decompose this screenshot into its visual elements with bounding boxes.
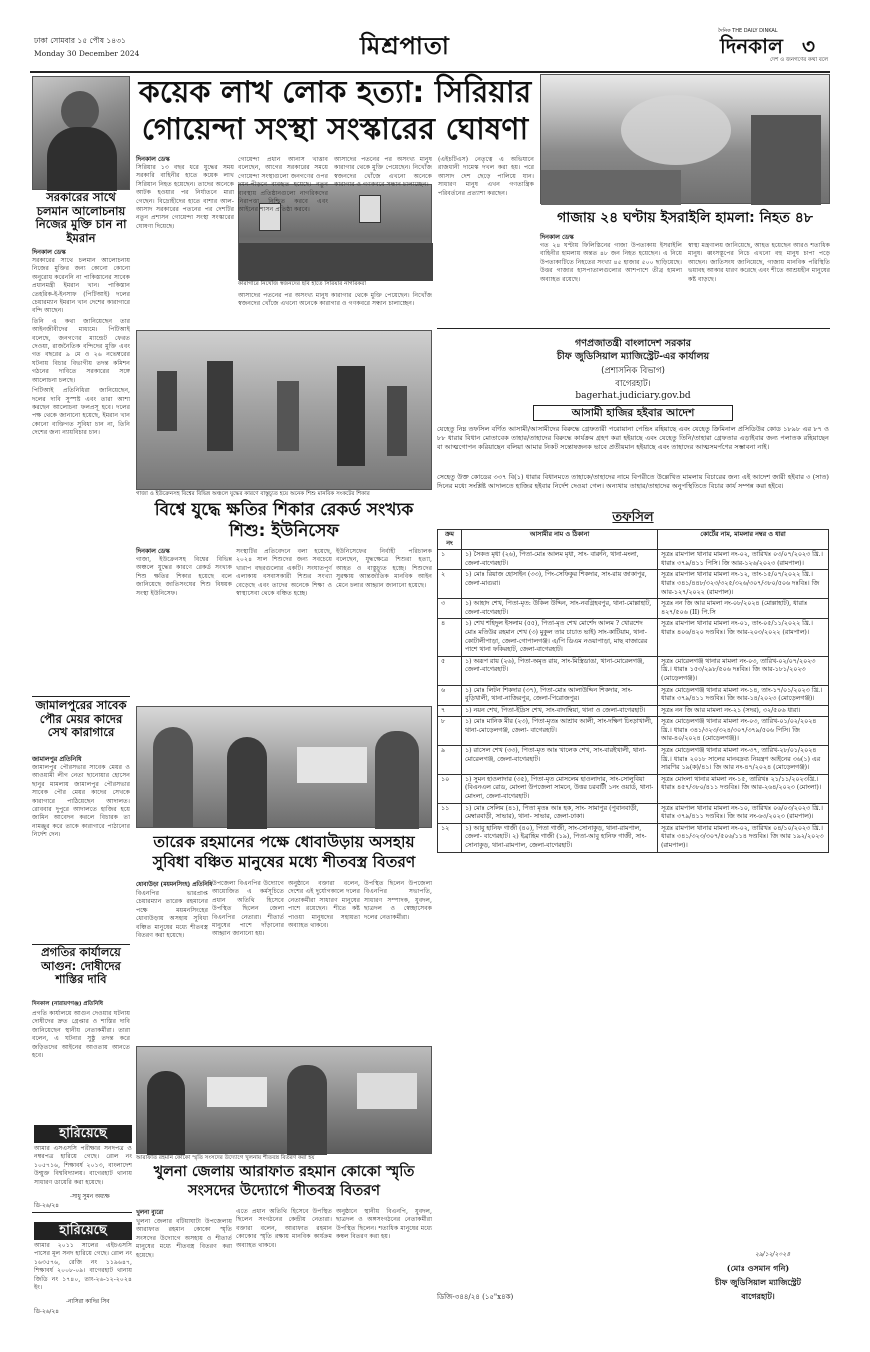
row-accused: ১) মোঃ রিয়াজ হোসাইন (৩৩), পিং-সেফিকুর শিকদার, সাং-রায় জাকাপুর, জেলা-মাগুরা। <box>462 570 658 599</box>
row-case: সূত্রঃ মোরেলগঞ্জ থানার মামলা নং-০৩, তারিখ-০২/০৭/২০২৩ খ্রি.। ধারাঃ ১৫৩/২৯৮/৫০৬ দঃবিঃ। জি আর-১৮১/২০২৩ (মোড়েলগঞ্জ)। <box>658 656 829 685</box>
khulna-col-2: এতে প্রধান অতিথি হিসেবে উপস্থিত ছিলেন সংগঠনের কেন্দ্রীয় নেতারা। বক্তারা বলেন, আরাফাত রহমান কোকোর স্মৃতি রক্ষায় মানবিক কার্যক্রম অব্যাহত থাকবে। <box>236 1208 332 1249</box>
khulna-col-1: খুলনা জেলার বটিয়াঘাটা উপজেলায় আরাফাত রহমান কোকো স্মৃতি সংসদের উদ্যোগে অসহায় ও শীতার্ত মানুষের মধ্যে শীতবস্ত্র বিতরণ করা হয়েছে। <box>136 1218 232 1259</box>
tarek-byline: ধোবাউড়া (ময়মনসিংহ) প্রতিনিধি <box>136 882 213 888</box>
jamalpur-byline: জামালপুর প্রতিনিধি <box>32 756 82 763</box>
row-serial: ১০ <box>438 774 462 803</box>
row-case: সূত্রঃ রামপাল থানার মামলা নং-০২, তারিখঃ ০৪/১০/২০২৩ খ্রি.। ধারাঃ ৩৪১/৩২৩/৩০৭/৫০৬/১১৪ দণ্ডবিঃ। জি আর ১৯২/২০২৩ (রামপাল)। <box>658 823 829 852</box>
row-accused: ১) শেখ শহিদুল ইসলাম (৫৫), পিতা-মৃত শেখ মোর্শেদ আলম ? খোরশেদ মোঃ মতিউর রহমান শেখ (৩) মুকুল তার চাচাত ভাই) সাং-কাটিয়াম, থানা-কোটালীপাড়া, জেলা-গোপালগঞ্জ। এ/পি ডিএম নওয়াপাড়া, মাছ বাজারের পাশে থানা ফকিরহাট, জেলা-বাগেরহাট। <box>462 619 658 656</box>
page-number: ৩ <box>802 34 816 58</box>
notice-table-body <box>438 550 829 852</box>
notice-table-row <box>438 774 829 803</box>
row-accused: ১) নয়ন শেখ, পিতা-ইদ্রিস শেখ, সাং-বাদাম্বিয়া, থানা ও জেলা-বাগেরহাট। <box>462 705 658 717</box>
gaza-byline: দিনকাল ডেস্ক <box>540 234 574 241</box>
syria-caption: কারাগারে নিখোঁজ স্বজনদের ছবি হাতে সিরিয়ার নাগরিকরা <box>238 281 367 287</box>
tarek-col-1: বিএনপির ভারপ্রাপ্ত চেয়ারম্যান তারেক রহমানের পক্ষে ময়মনসিংহের ধোবাউড়ায় অসহায় সুবিধা বঞ্চিত মানুষের মধ্যে শীতবস্ত্র বিতরণ করা হয়েছে। <box>136 890 208 940</box>
imran-photo <box>32 76 130 190</box>
row-serial: ৪ <box>438 619 462 656</box>
notice-place: বাগেরহাট। <box>615 379 651 389</box>
khulna-caption: আরাফাত রহমান কোকো স্মৃতি সংসদের উদ্যোগে খুলনায় শীতবস্ত্র বিতরণ করা হয় <box>136 1155 315 1161</box>
imran-headline: সরকারের সাথে চলমান আলোচনায় নিজের মুক্তি চান না ইমরান <box>35 190 127 245</box>
row-accused: ১) আহাদ শেখ, পিতা-মৃত: উকিল উদ্দিন, সাং-নবগ্রিহবপুর, থানা-মোল্লাহাট, জেলা-বাগেরহাট। <box>462 599 658 619</box>
jamalpur-rule <box>32 696 130 697</box>
jamalpur-body: জামালপুর পৌরসভার সাবেক মেয়র ও আওয়ামী লীগ নেতা ছানোয়ার হোসেন ছানুর মামলায় জামালপুর পৌরসভার সাবেক পৌর মেয়র কাদের সেখকে কারাগারে পাঠিয়েছেন আদালত। রোববার দুপুরে আদালতে হাজির হয়ে জামিন আবেদন করলে বিচারক তা নামঞ্জুর করে তাকে কারাগারে পাঠানোর নির্দেশ দেন। <box>32 764 130 839</box>
imran-para-2: তিনি এ কথা জানিয়েছেন তার আইনজীবীদের মাধ্যমে। পিটিআই বলেছে, জনগণের ম্যান্ডেট ফেরত দেওয়া, রাজনৈতিক বন্দিদের মুক্তি এবং গত বছরের ৯ মে ও ২৬ নভেম্বরের ঘটনায় বিচার বিভাগীয় তদন্ত কমিশন গঠনের দাবিতে সরকারের সঙ্গে আলোচনা চলছে। <box>32 317 130 384</box>
notice-para-1: যেহেতু নিম্ন তফসিল বর্ণিত আসামী/আসামীদের বিরুদ্ধে গ্রেফতারী পরোয়ানা পেন্ডিং রহিয়াছে এবং যেহেতু ক্রিমিনাল প্রসিডিউর কোড ১৮৯৮ এর ৮৭ ও ৮৮ ধারার বিধান মোতাবেক তাহার/তাহাদের বিরুদ্ধে কার্যক্রম গ্রহণ করা হইয়াছে এবং যেহেতু তিনি/তাহারা গ্রেফতার এড়াইবার জন্য পলাতক রহিয়াছেন বা আত্মগোপন করিয়াছেন বলিয়া আমার নিকট সন্তোষজনক ভাবে প্রতীয়মান হইয়াছে এবং তাহাদের আত্মসমর্পণের সম্ভাবনা নাই। <box>437 425 829 451</box>
row-case: সূত্রঃ মোড়েলগঞ্জ থানার মামলা নং-০৩, তারিখ-০১/০২/২০২৪ খ্রি.। ধারাঃ ৩৪১/৩২৩/৩২৪/৩০৭/৩৭৯/৫০৬ পিসি। জি আর-৪০/২০২৪ (মোড়েলগঞ্জ)। <box>658 717 829 746</box>
unicef-headline: বিশ্বে যুদ্ধে ক্ষতির শিকার রেকর্ড সংখ্যক শিশু: ইউনিসেফ <box>154 500 414 541</box>
row-case: সূত্রঃ মোড়েলগঞ্জ থানার মামলা নং-৩৭, তারিখ-২৮/০১/২০২৪ খ্রি.। ধারাঃ ২০১৮ সালের মানবদ্রব্য নিয়ন্ত্রণ আইনের ৩৬(১) এর সারণির ১৯(ক)/৪১। জি আর নং-৪৭/২০২৪ (মোড়েলগঞ্জ)। <box>658 746 829 775</box>
date-bn: ঢাকা সোমবার ১৫ পৌষ ১৪৩১ <box>34 36 126 45</box>
tarek-photo <box>136 706 432 828</box>
row-case: সূত্রঃ নন জি আর মামলা নং-০৮/২০২৪ (মোল্লাহাট), ধারাঃ ৪২৭/৫০৬ (II) পি.সি <box>658 599 829 619</box>
pragati-byline: দিনকাল (নারায়ণগঞ্জ) প্রতিনিধি <box>32 1001 104 1007</box>
row-case: সূত্রঃ রামপাল থানার মামলা নং-০২, তারিখঃ ০৩/০৭/২০২৩ খ্রি.। ধারাঃ ৩৭৯/৪১১ পিসি। জি আর-১২৬/২০২৩ (রামপাল)। <box>658 550 829 570</box>
brand-logo: দিনকাল <box>720 34 783 58</box>
notice-table <box>437 529 829 853</box>
khulna-byline: খুলনা ব্যুরো <box>136 1210 164 1216</box>
notice-table-header <box>438 530 829 550</box>
section-title: মিশ্রপাতা <box>360 32 450 60</box>
lost-divider <box>32 1212 132 1213</box>
notice-table-row <box>438 717 829 746</box>
notice-para-2: সেহেতু উক্ত কোডের ৩৩৭ বি(১) ধারার বিধানমতে তাহাকে/তাহাদের নামে বিপরীতে উল্লেখিত মামলায় বিচারের জন্য এই আদেশ জারী হইবার ৩ (সাত) দিনের মধ্যে সংশ্লিষ্ট আদালতে হাজির হইবার নির্দেশ দেওয়া গেল। অন্যথায় তাহার/তাহাদের অনুপস্থিতিতে বিচার কার্য সম্পন্ন করা হইবে। <box>437 473 829 490</box>
unicef-photo <box>136 330 432 490</box>
masthead <box>30 30 830 70</box>
notice-table-row <box>438 656 829 685</box>
notice-gov: গণপ্রজাতন্ত্রী বাংলাদেশ সরকার <box>575 338 691 349</box>
masthead-rule <box>30 71 830 73</box>
row-serial: ৮ <box>438 717 462 746</box>
tarek-col-2: উপজেলা বিএনপির উদ্যোগে আয়োজিত এ কর্মসূচিতে প্রধান অতিথি হিসেবে উপস্থিত ছিলেন জেলা বিএনপির নেতারা। শীতার্ত মানুষের পাশে দাঁড়ানোর আহ্বান জানানো হয়। <box>212 880 284 938</box>
notice-table-row <box>438 570 829 599</box>
row-accused: ১) আবু হানিফ গাজী (৪০), পিতা গাজী, সাং-সোনাকুড়, থানা-রামপাল, জেলা- বাগেরহাট। ২) ইব্রাহিম গাজী (১৯), পিতা-আবু হানিফ গাজী, সাং-সোনাকুড়, থানা-রামপাল, জেলা-বাগেরহাট। <box>462 823 658 852</box>
tarek-col-3: অনুষ্ঠানে বক্তারা বলেন, দেশের এই দুর্যোগকালে দলের নেতাকর্মীরা সাধারণ মানুষের পাশে রয়েছেন। শীতে কষ্ট পাওয়া মানুষদের সহায়তা অব্যাহত থাকবে। <box>288 880 360 930</box>
row-serial: ৯ <box>438 746 462 775</box>
row-accused: ১) সুমন হাওলাদার (৩৫), পিতা-মৃত মোসলেম হাওলাদার, সাং-সোলুবিয়া (বিএনএল রোড, মোংলা উপজেলা সামনে, উত্তর চরবার্টী ১নং ওয়ার্ড, থানা-মোংলা, জেলা-বাগেরহাট। <box>462 774 658 803</box>
syria-byline: দিনকাল ডেস্ক <box>136 156 170 163</box>
row-case: সূত্রঃ মোংলা থানার মামলা নং-১৫, তারিখঃ ২১/১১/২০২৩খ্রি.। ধারাঃ ৪৫৭/৩৮০/৪১১ দণ্ডবিঃ। জি আর-২৬৪/২০২৩ (মোংলা)। <box>658 774 829 803</box>
imran-byline: দিনকাল ডেস্ক <box>32 249 66 256</box>
lost-2-body: আমার ২০১১ সালের এইচএসসি পাসের মূল সনদ হারিয়ে গেছে। রোল নং ১৬৩৫৭৬, রেজি নং ১১৯৬৪৭, শিক্ষাবর্ষ ২০০৮-০৯। বাগেরহাট থানায় জিডি নং ১৭৪০, তাং-২৬-১২-২০২৪ ইং। <box>34 1242 132 1292</box>
syria-col-4: (এইচটিএস) নেতৃত্বে এ অভিযানে রাজধানী দামেস্ক দখল করা হয়। পরে আসাদ দেশ ছেড়ে পালিয়ে যান। সাধারণ মানুষ এখন গণতান্ত্রিক পরিবর্তনের প্রত্যাশা করছেন। <box>438 156 534 197</box>
imran-body <box>32 257 130 607</box>
row-accused: ১) অরূপ রায় (২৬), পিতা-অমৃত রায়, সাং-মিস্ত্রিডাঙা, থানা-মোরেলগঞ্জ, জেলা-বাগেরহাট। <box>462 656 658 685</box>
khulna-photo <box>136 1046 432 1154</box>
row-serial: ২ <box>438 570 462 599</box>
row-serial: ১ <box>438 550 462 570</box>
lost-2-sign: -নাসিরা কাদির সিব <box>66 1299 110 1305</box>
lost-1-body: আমার এসএসসি পরীক্ষার সনদপত্র ও নম্বরপত্র হারিয়ে গেছে। রোল নং ১০৫৭১৬, শিক্ষাবর্ষ ২০১৩, বাংলাদেশ উন্মুক্ত বিশ্ববিদ্যালয়। বাগেরহাট থানায় সাধারণ ডায়েরি করা হয়েছে। <box>34 1145 132 1186</box>
notice-table-row <box>438 746 829 775</box>
row-accused: ১) মোঃ সেলিম (৪১), পিতা মৃতঃ আঃ হক, সাং- সামাপুর (পুবানবাড়ী, মেম্বারবাড়ী, সাভার), থানা- সাভার, জেলা-ঢাকা। <box>462 803 658 823</box>
lost-2-title: হারিয়েছে <box>34 1222 132 1240</box>
brand-tagline: দেশ ও জনগণের কথা বলে <box>770 57 829 63</box>
row-serial: ৫ <box>438 656 462 685</box>
row-accused: ১) মোঃ মানিক মীর (২৩), পিতা-মৃতঃ আশ্রাব আলী, সাং-দক্ষিণ চিংড়াখালী, থানা-মোড়েলগঞ্জ, জেলা- বাগেরহাট। <box>462 717 658 746</box>
unicef-byline: দিনকাল ডেস্ক <box>136 548 170 555</box>
jamalpur-headline: জামালপুরের সাবেক পৌর মেয়র কাদের সেখ কারাগারে <box>35 698 127 739</box>
gaza-col-2: স্বাস্থ্য মন্ত্রণালয় জানিয়েছে, আহত হয়েছেন আরও শতাধিক মানুষ। ধ্বংসস্তূপের নিচে এখনো বহু মানুষ চাপা পড়ে আছেন। জাতিসংঘ জানিয়েছে, গাজায় মানবিক পরিস্থিতি ভয়াবহ আকার ধারণ করেছে এবং শীতে আশ্রয়হীন মানুষের কষ্ট বাড়ছে। <box>688 242 830 283</box>
lost-1-sign: -সাধু সুমন অধ্যক্ষ <box>70 1194 110 1200</box>
gaza-col-1: গত ২৪ ঘণ্টায় ফিলিস্তিনের গাজা উপত্যকায় ইসরাইলি বাহিনীর হামলায় অন্তত ৪৮ জন নিহত হয়েছেন। এ নিয়ে উপত্যকাটিতে নিহতের সংখ্যা ৪৫ হাজার ৫০০ ছাড়িয়েছে। উত্তর গাজার হাসপাতালগুলোর আশপাশে তীব্র হামলা অব্যাহত রয়েছে। <box>540 242 682 283</box>
row-serial: ৭ <box>438 705 462 717</box>
row-serial: ১২ <box>438 823 462 852</box>
syria-col-2b: আসাদের পতনের পর অসংখ্য মানুষ কারাগার থেকে মুক্তি পেয়েছেন। নিখোঁজ স্বজনদের খোঁজে এখনো অনেকে কারাগার ও গণকবরে সন্ধান চালাচ্ছেন। <box>238 292 432 308</box>
notice-dept: (প্রশাসনিক বিভাগ) <box>601 366 665 376</box>
col-accused-header: আসামীর নাম ও ঠিকানা <box>462 530 658 550</box>
khulna-col-3: অনুষ্ঠানে স্থানীয় বিএনপি, যুবদল, ছাত্রদল ও অঙ্গসংগঠনের নেতাকর্মীরা উপস্থিত ছিলেন। শতাধিক মানুষের মধ্যে কম্বল বিতরণ করা হয়। <box>336 1208 432 1241</box>
date-en: Monday 30 December 2024 <box>34 49 140 58</box>
row-accused: ১) সৈকত মৃধা (২৬), পিতা-মোঃ আলম মৃধা, সাং- বারুনি, থানা-মংলা, জেলা-বাগেরহাট। <box>462 550 658 570</box>
row-accused: ১) মোঃ লিটন শিকদার (৩৭), পিতা-মোঃ আলাউদ্দিন শিকদার, সাং-বুড়িখালী, থানা-নাজিরপুর, জেলা-পিরোজপুর। <box>462 685 658 705</box>
notice-code: ডিজি-৩৪৪/২৪ (১৫"x৪ক) <box>437 1293 514 1301</box>
row-serial: ৩ <box>438 599 462 619</box>
row-case: সূত্রঃ রামপাল থানার মামলা নং-০১, তাং-০৫/১১/২০২২ খ্রি.। ধারাঃ ৪০৬/৪২০ দণ্ডবিঃ। জি আর-২০৩/২০২২ (রামপাল)। <box>658 619 829 656</box>
unicef-caption: গাজা ও ইউক্রেনসহ বিশ্বের বিভিন্ন অঞ্চলে যুদ্ধের কারণে বাস্তুচ্যুত হয়ে অনেক শিশু মানবিক সংকটের শিকার <box>136 491 370 497</box>
notice-title: আসামী হাজির হইবার আদেশ <box>533 405 733 421</box>
notice-table-row <box>438 705 829 717</box>
lost-1-title: হারিয়েছে <box>34 1125 132 1143</box>
gaza-photo <box>540 74 830 204</box>
pragati-headline: প্রগতির কার্যালয়ে আগুন: দোষীদের শাস্তির দাবি <box>41 945 121 986</box>
syria-col-1: সিরিয়ার ১৩ বছর ধরে যুদ্ধের সময় সরকারি বাহিনীর হাতে কয়েক লাখ সিরিয়ান নিহত হয়েছেন। তাদের অনেকে আটক হওয়ার পর নির্যাতনে মারা গেছেন। বিদ্রোহীদের হাতে বাশার আল-আসাদ সরকারের পতনের পর দেশটির নতুন প্রশাসন গোয়েন্দা সংস্থা সংস্কারের ঘোষণা দিয়েছে। <box>136 164 234 230</box>
notice-table-row <box>438 619 829 656</box>
notice-table-row <box>438 685 829 705</box>
col-case-header: কোর্টের নাম, মামলার নম্বর ও ধারা <box>658 530 829 550</box>
notice-signer: (মোঃ ওসমান গনি) <box>726 1263 790 1273</box>
notice-table-row <box>438 823 829 852</box>
notice-url[interactable]: bagerhat.judiciary.gov.bd <box>575 391 691 401</box>
lost-2-code: ডি-২৬/২৪ <box>34 1309 59 1315</box>
gaza-headline: গাজায় ২৪ ঘণ্টায় ইসরাইলি হামলা: নিহত ৪৮ <box>557 210 813 226</box>
row-case: সূত্রঃ নন জি আর মামলা নং-২১ (সদর), ৩২/৫০৬ ধারা। <box>658 705 829 717</box>
tarek-headline: তারেক রহমানের পক্ষে ধোবাউড়ায় অসহায় সুবিধা বঞ্চিত মানুষের মধ্যে শীতবস্ত্র বিতরণ <box>152 833 416 871</box>
notice-signer-title-2: বাগেরহাট। <box>741 1291 775 1301</box>
brand-small: দৈনিক THE DAILY DINKAL <box>718 28 778 34</box>
notice-table-title: তফসিল <box>612 510 654 525</box>
notice-table-row <box>438 550 829 570</box>
pragati-body: প্রগতি কার্যালয়ে আগুন দেওয়ার ঘটনায় দোষীদের দ্রুত গ্রেপ্তার ও শাস্তির দাবি জানিয়েছেন স্থানীয় নেতাকর্মীরা। তারা বলেন, এ ঘটনার সুষ্ঠু তদন্ত করে জড়িতদের আইনের আওতায় আনতে হবে। <box>32 1010 130 1060</box>
row-case: সূত্রঃ রামপাল থানার মামলা নং-১০, তারিখঃ ০৬/০৩/২০২৩ খ্রি.। ধারাঃ ৩৭৯/৪১১ দণ্ডবিঃ। জি আর নং-৬৩/২০২৩ (রামপাল)। <box>658 803 829 823</box>
row-serial: ৬ <box>438 685 462 705</box>
unicef-col-3: ইউনিসেফের নির্বাহী পরিচালক বলেছেন, যুদ্ধক্ষেত্রে শিশুরা হত্যা, আহত ও বাস্তুচ্যুত হচ্ছে। শিশুদের সুরক্ষায় আন্তর্জাতিক মানবিক আইন মেনে চলার আহ্বান জানানো হয়েছে। <box>336 548 432 589</box>
imran-para-1: সরকারের সাথে চলমান আলোচনায় নিজের মুক্তির জন্য কোনো কোনো অনুরোধ করেননি না পাকিস্তানের সাবেক প্রধানমন্ত্রী ইমরান খান। পাকিস্তান তেহরিক-ই-ইনসাফ (পিটিআই) দলের চেয়ারম্যান ইমরান খান দেশের কারাগারে বন্দি আছেন। <box>32 257 130 315</box>
unicef-col-2: সংস্থাটির প্রতিবেদনে বলা হয়েছে, ২০২৪ সাল শিশুদের জন্য সবচেয়ে খারাপ বছরগুলোর একটি। সংঘাতপূর্ণ এলাকায় বসবাসকারী শিশুর সংখ্যা বেড়েছে এবং তাদের অনেকে শিক্ষা ও স্বাস্থ্যসেবা থেকে বঞ্চিত হচ্ছে। <box>236 548 332 598</box>
notice-sign-date: ২৯/১২/২০২৪ <box>755 1251 791 1258</box>
syria-headline: কয়েক লাখ লোক হত্যা: সিরিয়ার গোয়েন্দা সংস্থা সংস্কারের ঘোষণা <box>138 75 532 147</box>
court-notice <box>437 331 829 1331</box>
imran-para-3: পিটিআই প্রতিনিধিরা জানিয়েছেন, দলের দাবি সুস্পষ্ট এবং তারা আশা করছেন আলোচনা ফলপ্রসূ হবে। দলের পক্ষ থেকে জানানো হয়েছে, ইমরান খান কোনো ব্যক্তিগত সুবিধা চান না, তিনি দেশের জন্য ন্যায়বিচার চান। <box>32 387 130 437</box>
row-accused: ১) রাসেল শেখ (৩৩), পিতা-মৃত আঃ খালেক শেখ, সাং-বারইখালী, থানা-মোরেলগঞ্জ, জেলা-বাগেরহাট। <box>462 746 658 775</box>
syria-col-2: গোয়েন্দা প্রধান আনাস খাত্তাব বলেছেন, আগের সরকারের সময়ে গোয়েন্দা সংস্থাগুলো জনগণের ওপর দমন-পীড়নে ব্যবহৃত হয়েছে। নতুন ব্যবস্থায় প্রতিষ্ঠানগুলো নাগরিকদের নিরাপত্তা নিশ্চিত করবে এবং আইনের শাসন প্রতিষ্ঠা করবে। <box>238 156 328 214</box>
row-case: সূত্রঃ মোড়েলগঞ্জ থানার মামলা নং-১৪, তাং-১৭/০১/২০২৩ খ্রি.। ধারাঃ ৩৭৯/৪১১ দণ্ডবিঃ। জি আর-১৪/২০২৩ (মোড়েলগঞ্জ)। <box>658 685 829 705</box>
col-serial-header: ক্রম নং <box>438 530 462 550</box>
row-case: সূত্রঃ রামপাল থানার মামলা নং-১২, তাং-১৫/০৭/২০২২ খ্রি.। ধারাঃ ৩৪১/৪৪৮/৩২৩/৩২৫/৩২৬/৩০৭/৩৮০/৫০৬ দঃবিঃ। জি আর-১২৭/২০২২ (রামপাল)। <box>658 570 829 599</box>
unicef-col-1: গাজা, ইউক্রেনসহ বিশ্বের বিভিন্ন অঞ্চলে যুদ্ধের কারণে রেকর্ড সংখ্যক শিশু ক্ষতির শিকার হয়েছে বলে জানিয়েছে জাতিসংঘের শিশু বিষয়ক সংস্থা ইউনিসেফ। <box>136 556 232 597</box>
gaza-rule <box>437 328 830 329</box>
tarek-col-4: উপস্থিত ছিলেন উপজেলা বিএনপির সভাপতি, সাধারণ সম্পাদক, যুবদল, ছাত্রদল ও স্বেচ্ছাসেবক দলের নেতাকর্মীরা। <box>364 880 432 921</box>
lost-1-code: ডি-২৬/২৪ <box>34 1203 59 1209</box>
row-serial: ১১ <box>438 803 462 823</box>
syria-col-3: আসাদের পতনের পর অসংখ্য মানুষ কারাগার থেকে মুক্তি পেয়েছেন। নিখোঁজ স্বজনদের খোঁজে এখনো অনেকে কারাগার ও গণকবরে সন্ধান চালাচ্ছেন। <box>334 156 432 189</box>
notice-signer-title-1: চীফ জুডিসিয়াল ম্যাজিস্ট্রেট <box>714 1277 802 1287</box>
notice-table-row <box>438 599 829 619</box>
notice-table-row <box>438 803 829 823</box>
notice-office: চীফ জুডিসিয়াল ম্যাজিস্ট্রেট-এর কার্যালয় <box>556 351 710 362</box>
khulna-headline: খুলনা জেলায় আরাফাত রহমান কোকো স্মৃতি সংসদের উদ্যোগে শীতবস্ত্র বিতরণ <box>153 1164 415 1199</box>
